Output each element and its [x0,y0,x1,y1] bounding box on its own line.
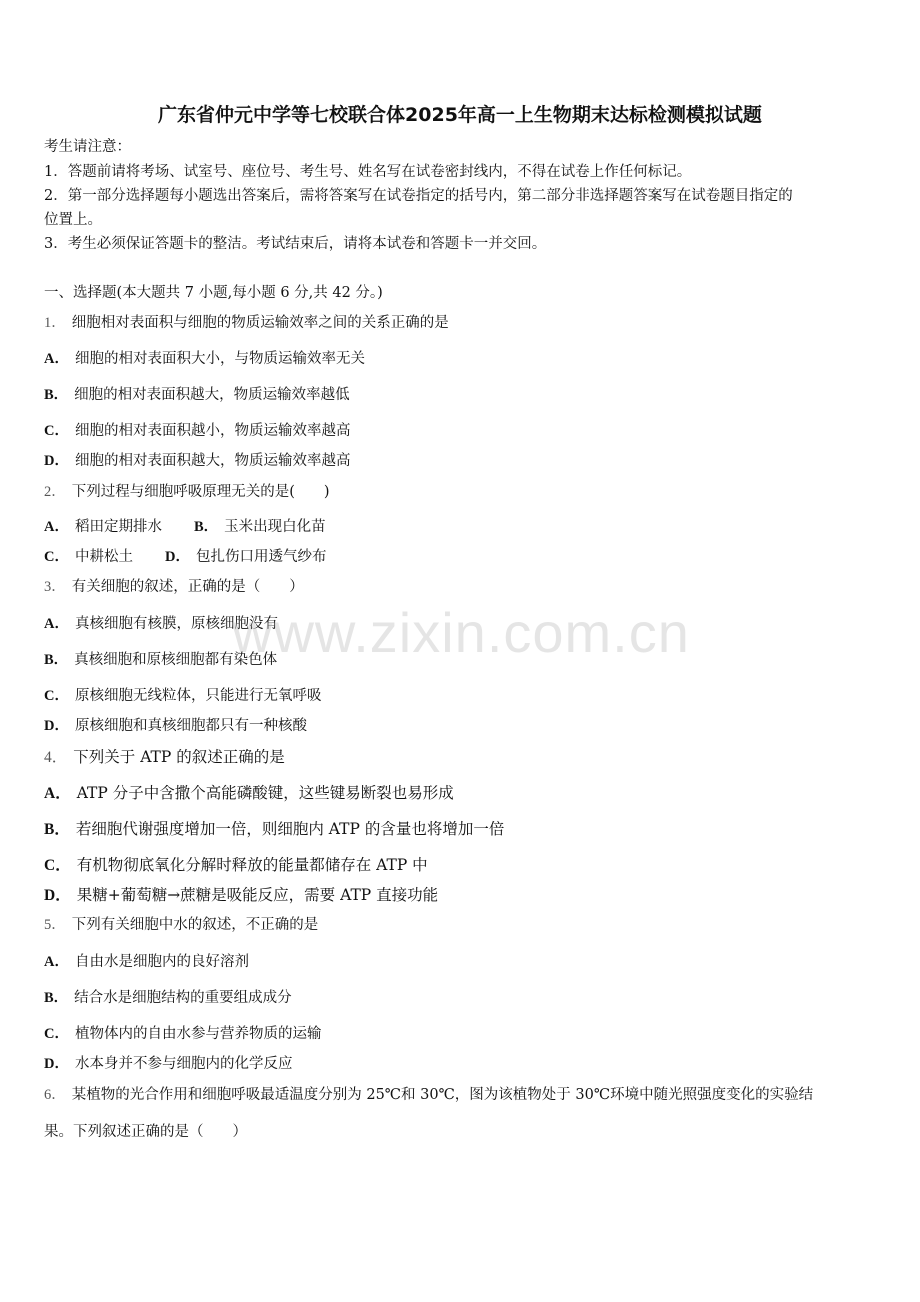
option-text: 真核细胞和原核细胞都有染色体 [74,652,278,668]
option [44,421,350,441]
question-text: 某植物的光合作用和细胞呼吸最适温度分别为 25℃和 30℃，图为该植物处于 30℃环境中随光照强度变化的实验结 [71,1087,814,1103]
option-letter: B． [44,990,69,1006]
question-number: 4． [44,749,68,766]
question-stem [44,577,304,597]
option [44,349,365,369]
notice-heading: 考生请注意： [44,139,131,155]
option [44,783,454,804]
option [44,451,350,471]
question-stem [44,915,318,935]
option-letter: B． [44,652,69,668]
question-stem [44,482,330,502]
option [44,385,350,405]
watermark: www.zixin.com.cn [232,601,690,664]
option-row [44,547,326,567]
option-letter: B． [44,387,69,403]
option-letter: A． [44,616,69,632]
option-letter: B． [193,519,219,535]
option [44,650,277,670]
option [44,1024,321,1044]
page-title: 广东省仲元中学等七校联合体2025年高一上生物期末达标检测模拟试题 [158,104,762,126]
option-letter: D． [44,453,69,469]
option-text: ATP 分子中含撒个高能磷酸键，这些键易断裂也易形成 [76,784,454,802]
option-text: 细胞的相对表面积大小，与物质运输效率无关 [74,351,365,367]
option [44,716,307,736]
question-number: 2． [44,484,66,500]
option-text: 稻田定期排水 [74,519,162,535]
option-letter: A． [44,519,69,535]
question-text: 下列有关细胞中水的叙述，不正确的是 [71,917,319,933]
option-letter: A． [44,785,71,802]
option-text: 细胞的相对表面积越大，物质运输效率越低 [74,387,350,403]
option-letter: D． [44,1056,69,1072]
option-text: 水本身并不参与细胞内的化学反应 [74,1056,293,1072]
option-letter: B． [44,821,70,838]
option-letter: D． [44,887,71,904]
option-letter: C． [44,688,69,704]
option-letter: C． [44,549,69,565]
question-stem [44,313,449,333]
notice-item: 位置上。 [44,212,102,228]
option-text: 原核细胞和真核细胞都只有一种核酸 [74,718,307,734]
option-text: 细胞的相对表面积越小，物质运输效率越高 [74,423,351,439]
question-number: 5． [44,917,66,933]
option [44,988,292,1008]
question-text: 细胞相对表面积与细胞的物质运输效率之间的关系正确的是 [71,315,449,331]
option-text: 中耕松土 [74,549,133,565]
option-text: 结合水是细胞结构的重要组成成分 [74,990,292,1006]
option-text: 原核细胞无线粒体，只能进行无氧呼吸 [74,688,322,704]
option-text: 植物体内的自由水参与营养物质的运输 [74,1026,322,1042]
option-text: 包扎伤口用透气纱布 [195,549,327,565]
question-number: 6． [44,1087,66,1103]
question-stem [44,747,285,768]
option-letter: D． [164,549,190,565]
option-text: 自由水是细胞内的良好溶剂 [74,954,249,970]
option-text: 玉米出现白化苗 [224,519,326,535]
option-row [44,517,326,537]
option-text: 真核细胞有核膜，原核细胞没有 [74,616,278,632]
question-stem-continued: 果。下列叙述正确的是（ ） [44,1124,247,1140]
option-letter: A． [44,954,69,970]
option-letter: A． [44,351,69,367]
option-text: 果糖+葡萄糖→蔗糖是吸能反应，需要 ATP 直接功能 [76,886,439,904]
option-text: 有机物彻底氧化分解时释放的能量都储存在 ATP 中 [76,856,428,874]
question-number: 1． [44,315,66,331]
notice-item: 3．考生必须保证答题卡的整洁。考试结束后，请将本试卷和答题卡一并交回。 [44,236,547,252]
option-letter: C． [44,423,69,439]
option [44,614,278,634]
option [44,885,438,906]
option-letter: C． [44,1026,69,1042]
option-text: 细胞的相对表面积越大，物质运输效率越高 [74,453,351,469]
option [44,686,321,706]
option [44,952,249,972]
question-text: 有关细胞的叙述，正确的是（ ） [71,579,304,595]
option [44,1054,292,1074]
notice-item: 1．答题前请将考场、试室号、座位号、考生号、姓名写在试卷密封线内，不得在试卷上作任何标记。 [44,164,692,180]
question-text: 下列过程与细胞呼吸原理无关的是( ) [71,484,330,500]
question-stem [44,1085,813,1105]
notice-item: 2．第一部分选择题每小题选出答案后，需将答案写在试卷指定的括号内，第二部分非选择题答案写在试卷题目指定的 [44,188,793,204]
section-heading: 一、选择题(本大题共 7 小题,每小题 6 分,共 42 分。) [44,285,383,301]
question-number: 3． [44,579,66,595]
option-letter: C． [44,857,71,874]
option-letter: D． [44,718,69,734]
question-text: 下列关于 ATP 的叙述正确的是 [73,748,285,766]
option [44,819,504,840]
option [44,855,428,876]
option-text: 若细胞代谢强度增加一倍，则细胞内 ATP 的含量也将增加一倍 [75,820,505,838]
